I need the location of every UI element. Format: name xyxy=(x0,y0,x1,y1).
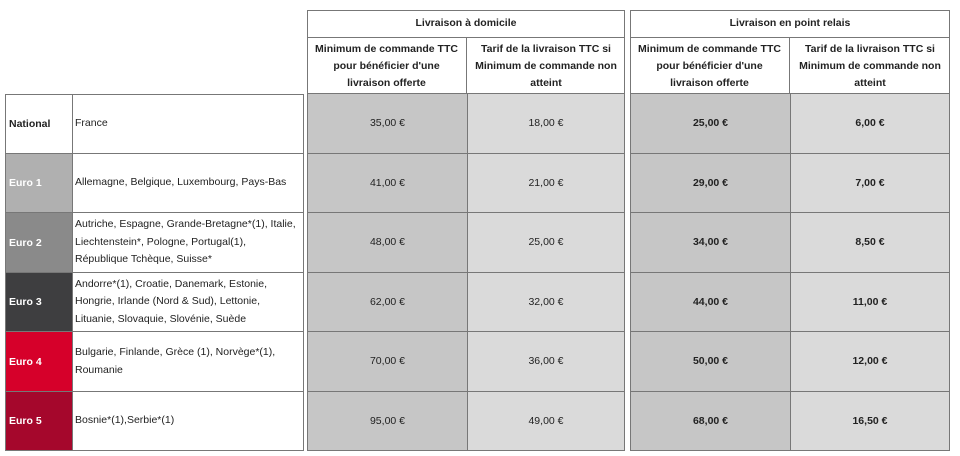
home-fee-value: 18,00 € xyxy=(467,94,625,154)
zone-label: Euro 1 xyxy=(5,154,73,213)
zone-label: Euro 4 xyxy=(5,332,73,392)
home-fee-value: 36,00 € xyxy=(467,332,625,392)
home-min-order-value: 95,00 € xyxy=(307,392,467,451)
countries-list: Autriche, Espagne, Grande-Bretagne*(1), Italie, Liechtenstein*, Pologne, Portugal(1), République Tchèque, Suisse* xyxy=(73,213,304,273)
relay-fee-value: 8,50 € xyxy=(790,213,950,273)
relay-fee-header: Tarif de la livraison TTC si Minimum de commande non atteint xyxy=(799,42,941,89)
countries-list: Allemagne, Belgique, Luxembourg, Pays-Bas xyxy=(73,154,304,213)
zone-label: Euro 3 xyxy=(5,273,73,332)
relay-min-order-header: Minimum de commande TTC pour bénéficier d'une livraison offerte xyxy=(630,38,790,94)
relay-fee-value: 7,00 € xyxy=(790,154,950,213)
relay-delivery-header: Livraison en point relais xyxy=(630,10,950,38)
relay-min-order-value: 25,00 € xyxy=(630,94,790,154)
home-fee-value: 21,00 € xyxy=(467,154,625,213)
relay-min-order-value: 68,00 € xyxy=(630,392,790,451)
home-min-order-value: 41,00 € xyxy=(307,154,467,213)
relay-min-order-value: 34,00 € xyxy=(630,213,790,273)
relay-fee-value: 16,50 € xyxy=(790,392,950,451)
zone-label: Euro 5 xyxy=(5,392,73,451)
countries-list: Andorre*(1), Croatie, Danemark, Estonie, Hongrie, Irlande (Nord & Sud), Lettonie, Lituanie, Slovaquie, Slovénie, Suède xyxy=(73,273,304,332)
relay-min-order-value: 50,00 € xyxy=(630,332,790,392)
home-min-order-value: 48,00 € xyxy=(307,213,467,273)
countries-list: France xyxy=(73,94,304,154)
relay-min-order-value: 44,00 € xyxy=(630,273,790,332)
relay-fee-value: 12,00 € xyxy=(790,332,950,392)
countries-list: Bosnie*(1),Serbie*(1) xyxy=(73,392,304,451)
home-fee-value: 25,00 € xyxy=(467,213,625,273)
relay-min-order-value: 29,00 € xyxy=(630,154,790,213)
home-min-order-header: Minimum de commande TTC pour bénéficier d'une livraison offerte xyxy=(307,38,467,94)
home-min-order-value: 70,00 € xyxy=(307,332,467,392)
home-fee-header: Tarif de la livraison TTC si Minimum de commande non atteint xyxy=(475,42,617,89)
home-min-order-value: 62,00 € xyxy=(307,273,467,332)
zone-label: National xyxy=(5,94,73,154)
home-delivery-header: Livraison à domicile xyxy=(307,10,625,38)
relay-fee-value: 11,00 € xyxy=(790,273,950,332)
home-fee-value: 32,00 € xyxy=(467,273,625,332)
relay-fee-value: 6,00 € xyxy=(790,94,950,154)
home-min-order-value: 35,00 € xyxy=(307,94,467,154)
countries-list: Bulgarie, Finlande, Grèce (1), Norvège*(1), Roumanie xyxy=(73,332,304,392)
home-fee-value: 49,00 € xyxy=(467,392,625,451)
zone-label: Euro 2 xyxy=(5,213,73,273)
